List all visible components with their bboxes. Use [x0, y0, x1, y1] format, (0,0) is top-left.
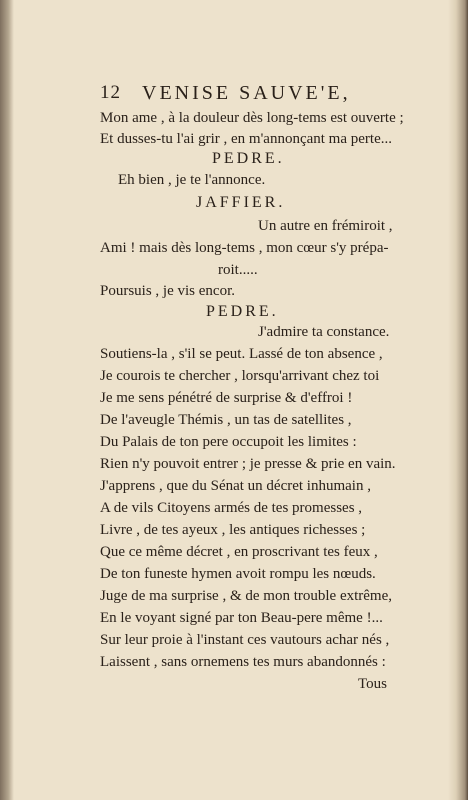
speaker-name: JAFFIER.: [196, 194, 286, 211]
verse-line: Laissent , sans ornemens tes murs abandonnés :: [100, 654, 386, 670]
verse-line: roit.....: [218, 262, 258, 278]
speaker-name: PEDRE.: [206, 303, 279, 320]
page-edge: [448, 0, 468, 800]
verse-line: Ami ! mais dès long-tems , mon cœur s'y prépa-: [100, 240, 389, 256]
page-header: [100, 82, 440, 110]
running-title: VENISE SAUVE'E,: [142, 82, 351, 104]
verse-line: De l'aveugle Thémis , un tas de satellites ,: [100, 412, 352, 428]
verse-line: J'apprens , que du Sénat un décret inhumain ,: [100, 478, 371, 494]
verse-line: Un autre en frémiroit ,: [258, 218, 393, 234]
verse-line: En le voyant signé par ton Beau-pere même !...: [100, 610, 383, 626]
verse-line: Mon ame , à la douleur dès long-tems est ouverte ;: [100, 110, 404, 126]
verse-line: Livre , de tes ayeux , les antiques richesses ;: [100, 522, 366, 538]
verse-line: De ton funeste hymen avoit rompu les nœuds.: [100, 566, 376, 582]
verse-line: Et dusses-tu l'ai grir , en m'annonçant ma perte...: [100, 131, 392, 147]
catchword: Tous: [358, 676, 387, 692]
verse-line: Eh bien , je te l'annonce.: [118, 172, 266, 188]
speaker-name: PEDRE.: [212, 150, 285, 167]
verse-line: Poursuis , je vis encor.: [100, 283, 235, 299]
verse-line: Sur leur proie à l'instant ces vautours achar nés ,: [100, 632, 390, 648]
verse-line: Rien n'y pouvoit entrer ; je presse & prie en vain.: [100, 456, 396, 472]
verse-line: Du Palais de ton pere occupoit les limites :: [100, 434, 357, 450]
verse-line: Je me sens pénétré de surprise & d'effroi !: [100, 390, 353, 406]
verse-line: Juge de ma surprise , & de mon trouble extrême,: [100, 588, 393, 604]
verse-line: A de vils Citoyens armés de tes promesses ,: [100, 500, 363, 516]
verse-line: Soutiens-la , s'il se peut. Lassé de ton absence ,: [100, 346, 383, 362]
verse-line: J'admire ta constance.: [258, 324, 390, 340]
page-number: 12: [100, 82, 121, 103]
verse-line: Que ce même décret , en proscrivant tes feux ,: [100, 544, 378, 560]
book-spine-shadow: [0, 0, 14, 800]
verse-line: Je courois te chercher , lorsqu'arrivant chez toi: [100, 368, 380, 384]
